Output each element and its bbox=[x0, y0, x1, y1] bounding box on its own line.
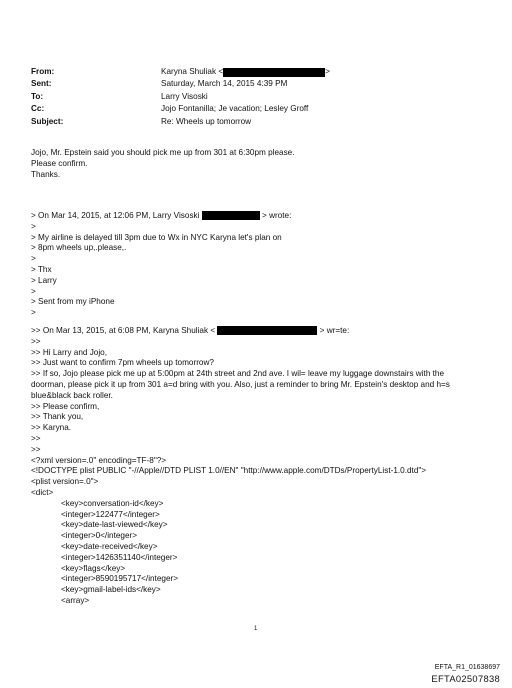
text-line: <integer>122477</integer> bbox=[61, 509, 160, 519]
header-value: Jojo Fontanilla; Je vacation; Lesley Groff bbox=[161, 104, 309, 114]
plist-block bbox=[31, 499, 450, 607]
text-line: >> bbox=[31, 444, 41, 454]
header-key: To: bbox=[31, 91, 44, 101]
quoted-message-1 bbox=[31, 211, 291, 319]
message-body bbox=[31, 148, 295, 180]
text-line: >> If so, Jojo please pick me up at 5:00pm at 24th street and 2nd ave. I wil= leave my luggage downstairs with the bbox=[31, 369, 445, 379]
text-line: >> Thank you, bbox=[31, 412, 84, 422]
header-cc bbox=[31, 103, 330, 115]
bates-stamp-large: EFTA02507838 bbox=[431, 673, 500, 684]
header-key: Subject: bbox=[31, 116, 64, 126]
bates-stamp-small: EFTA_R1_01638697 bbox=[434, 664, 500, 671]
header-from bbox=[31, 66, 330, 78]
header-to bbox=[31, 91, 330, 103]
text-line: <?xml version=.0" encoding=TF-8"?> bbox=[31, 455, 167, 465]
header-key: Sent: bbox=[31, 79, 52, 89]
text-line: doorman, please pick it up from 301 a=d bring with you. Also, just a reminder to bring Mr. Epstein's desktop and h=s bbox=[31, 379, 450, 389]
header-subject bbox=[31, 116, 330, 128]
text-line: <integer>0</integer> bbox=[61, 531, 138, 541]
header-sent bbox=[31, 78, 330, 90]
quote-header bbox=[31, 211, 291, 222]
redaction-box bbox=[202, 211, 260, 220]
quote-header-suffix: > wr=te: bbox=[319, 326, 350, 335]
quote-lines bbox=[31, 337, 450, 499]
email-header bbox=[31, 66, 330, 128]
header-value: Larry Visoski bbox=[161, 91, 208, 101]
text-line: <key>date-last-viewed</key> bbox=[61, 520, 168, 530]
text-line: >> bbox=[31, 433, 41, 443]
header-value: Karyna Shuliak < bbox=[161, 67, 224, 76]
text-line: <integer>1426351140</integer> bbox=[61, 552, 178, 562]
text-line: <key>date-received</key> bbox=[61, 541, 158, 551]
quote-header-prefix: > On Mar 14, 2015, at 12:06 PM, Larry Visoski bbox=[31, 211, 200, 220]
quote-header bbox=[31, 326, 450, 337]
quote-lines bbox=[31, 222, 291, 319]
text-line: >> Hi Larry and Jojo, bbox=[31, 347, 108, 357]
text-line: > bbox=[31, 308, 36, 318]
redaction-box bbox=[217, 326, 317, 335]
text-line: > Larry bbox=[31, 275, 57, 285]
header-key: From: bbox=[31, 67, 55, 76]
text-line: <key>gmail-label-ids</key> bbox=[61, 585, 161, 595]
header-value: Saturday, March 14, 2015 4:39 PM bbox=[161, 79, 288, 89]
text-line: <key>flags</key> bbox=[61, 563, 126, 573]
message-line: Jojo, Mr. Epstein said you should pick me up from 301 at 6:30pm please. bbox=[31, 148, 295, 157]
text-line: >> Karyna. bbox=[31, 423, 72, 433]
text-line: blue&black back roller. bbox=[31, 390, 113, 400]
text-line: <array> bbox=[61, 595, 90, 605]
text-line: <integer>8590195717</integer> bbox=[61, 574, 179, 584]
header-key: Cc: bbox=[31, 104, 45, 114]
text-line: <plist version=.0"> bbox=[31, 477, 99, 487]
text-line: >> bbox=[31, 336, 41, 346]
text-line: >> Just want to confirm 7pm wheels up tomorrow? bbox=[31, 358, 214, 368]
header-value-group bbox=[161, 66, 330, 78]
text-line: > My airline is delayed till 3pm due to Wx in NYC Karyna let's plan on bbox=[31, 232, 282, 242]
text-line: > bbox=[31, 254, 36, 264]
header-value-suffix: > bbox=[325, 67, 330, 76]
text-line: <dict> bbox=[31, 487, 54, 497]
text-line: > Sent from my iPhone bbox=[31, 297, 115, 307]
message-line: Thanks. bbox=[31, 169, 61, 179]
text-line: > bbox=[31, 221, 36, 231]
text-line: >> Please confirm, bbox=[31, 401, 100, 411]
quote-header-suffix: > wrote: bbox=[262, 211, 292, 220]
message-line: Please confirm. bbox=[31, 158, 88, 168]
text-line: <key>conversation-id</key> bbox=[61, 498, 164, 508]
redaction-box bbox=[223, 68, 325, 77]
page-number: 1 bbox=[254, 626, 258, 632]
text-line: > 8pm wheels up,.please,. bbox=[31, 243, 127, 253]
quoted-message-2 bbox=[31, 326, 450, 607]
text-line: > Thx bbox=[31, 264, 52, 274]
quote-header-prefix: >> On Mar 13, 2015, at 6:08 PM, Karyna Shuliak < bbox=[31, 326, 216, 335]
text-line: <!DOCTYPE plist PUBLIC "-//Apple//DTD PLIST 1.0//EN" "http://www.apple.com/DTDs/PropertyList-1.0.dtd"> bbox=[31, 466, 427, 476]
text-line: > bbox=[31, 286, 36, 296]
header-value: Re: Wheels up tomorrow bbox=[161, 116, 252, 126]
